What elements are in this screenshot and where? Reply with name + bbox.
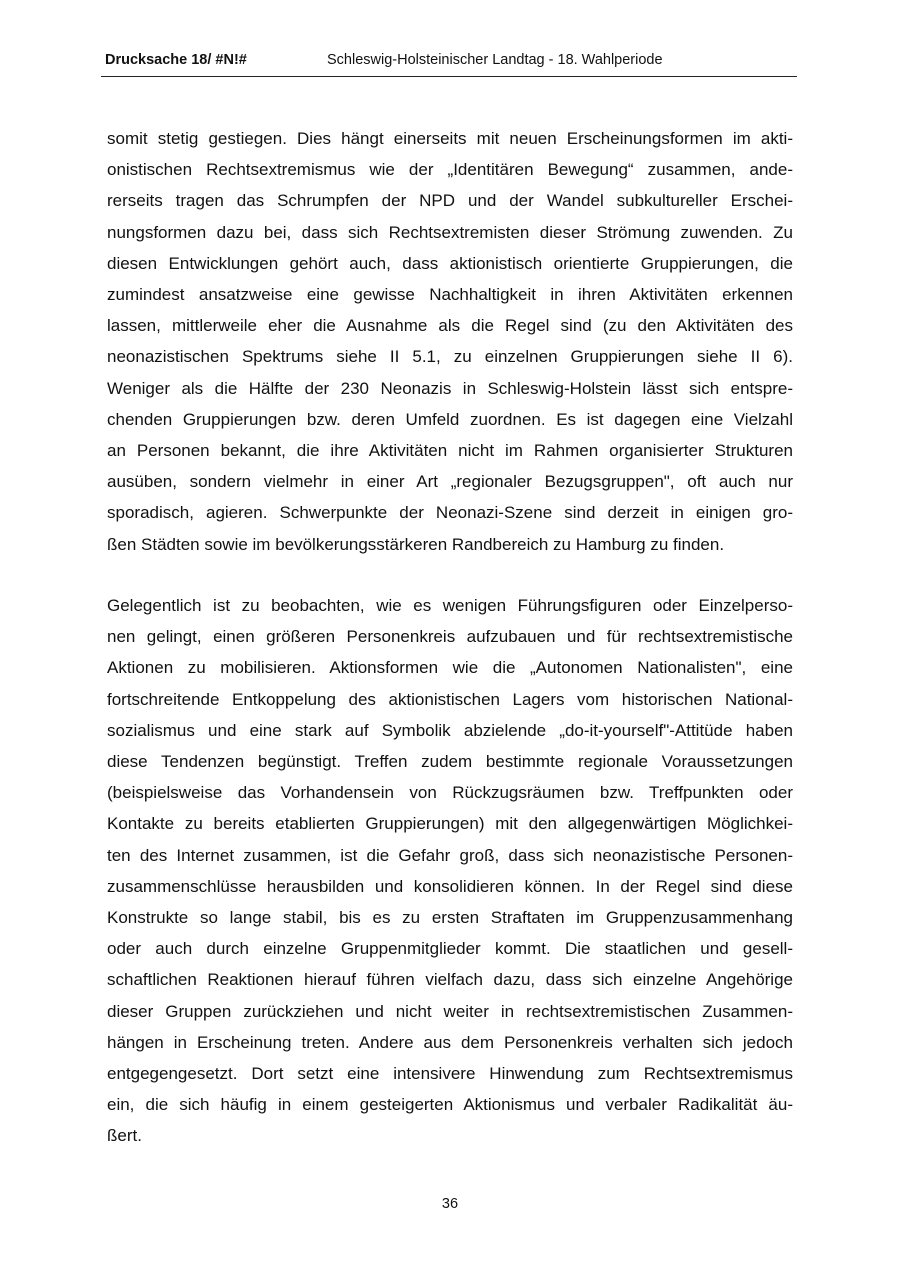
text-line: ßen Städten sowie im bevölkerungsstärkeren Randbereich zu Hamburg zu finden. bbox=[107, 534, 725, 554]
paragraph-1 bbox=[107, 123, 793, 560]
text-line: Konstrukte so lange stabil, bis es zu ersten Straftaten im Gruppenzusammenhang bbox=[107, 908, 793, 928]
text-line: oder auch durch einzelne Gruppenmitglieder kommt. Die staatlichen und gesell- bbox=[107, 939, 793, 959]
text-line: hängen in Erscheinung treten. Andere aus dem Personenkreis verhalten sich jedoch bbox=[107, 1032, 793, 1052]
document-number: Drucksache 18/ #N!# bbox=[105, 52, 247, 68]
text-line: entgegengesetzt. Dort setzt eine intensivere Hinwendung zum Rechtsextremismus bbox=[107, 1064, 793, 1084]
text-line: diese Tendenzen begünstigt. Treffen zudem bestimmte regionale Voraussetzungen bbox=[107, 752, 793, 772]
text-line: Weniger als die Hälfte der 230 Neonazis in Schleswig-Holstein lässt sich entspre- bbox=[107, 378, 793, 398]
text-line: Kontakte zu bereits etablierten Gruppierungen) mit den allgegenwärtigen Möglichkei- bbox=[107, 814, 793, 834]
paragraph-2 bbox=[107, 590, 793, 1152]
text-line: fortschreitende Entkoppelung des aktionistischen Lagers vom historischen National- bbox=[107, 689, 793, 709]
text-line: (beispielsweise das Vorhandensein von Rückzugsräumen bzw. Treffpunkten oder bbox=[107, 783, 793, 803]
text-line: chenden Gruppierungen bzw. deren Umfeld zuordnen. Es ist dagegen eine Vielzahl bbox=[107, 409, 793, 429]
page-number: 36 bbox=[441, 1196, 459, 1212]
text-line: an Personen bekannt, die ihre Aktivitäten nicht im Rahmen organisierter Strukturen bbox=[107, 441, 793, 461]
text-line: Aktionen zu mobilisieren. Aktionsformen wie die „Autonomen Nationalisten", eine bbox=[107, 658, 793, 678]
text-line: Gelegentlich ist zu beobachten, wie es wenigen Führungsfiguren oder Einzelperso- bbox=[107, 596, 793, 615]
text-line: ausüben, sondern vielmehr in einer Art „regionaler Bezugsgruppen", oft auch nur bbox=[107, 472, 793, 492]
text-line: onistischen Rechtsextremismus wie der „Identitären Bewegung“ zusammen, ande- bbox=[107, 160, 793, 180]
text-line: sporadisch, agieren. Schwerpunkte der Neonazi-Szene sind derzeit in einigen gro- bbox=[107, 503, 793, 523]
text-line: zusammenschlüsse herausbilden und konsolidieren können. In der Regel sind diese bbox=[107, 876, 793, 896]
text-line: dieser Gruppen zurückziehen und nicht weiter in rechtsextremistischen Zusammen- bbox=[107, 1001, 793, 1021]
text-line: nen gelingt, einen größeren Personenkreis aufzubauen und für rechtsextremistische bbox=[107, 627, 793, 647]
text-line: ten des Internet zusammen, ist die Gefahr groß, dass sich neonazistische Personen- bbox=[107, 845, 793, 865]
text-line: schaftlichen Reaktionen hierauf führen vielfach dazu, dass sich einzelne Angehörige bbox=[107, 970, 793, 990]
text-line: neonazistischen Spektrums siehe II 5.1, zu einzelnen Gruppierungen siehe II 6). bbox=[107, 347, 793, 367]
text-line: somit stetig gestiegen. Dies hängt einerseits mit neuen Erscheinungsformen im akti- bbox=[107, 129, 793, 148]
text-line: sozialismus und eine stark auf Symbolik abzielende „do-it-yourself"-Attitüde haben bbox=[107, 720, 793, 740]
text-line: ein, die sich häufig in einem gesteigerten Aktionismus und verbaler Radikalität äu- bbox=[107, 1095, 793, 1115]
parliament-title: Schleswig-Holsteinischer Landtag - 18. Wahlperiode bbox=[327, 52, 663, 68]
text-line: rerseits tragen das Schrumpfen der NPD und der Wandel subkultureller Erschei- bbox=[107, 191, 793, 211]
text-line: zumindest ansatzweise eine gewisse Nachhaltigkeit in ihren Aktivitäten erkennen bbox=[107, 285, 793, 305]
header-divider bbox=[101, 76, 797, 77]
text-line: diesen Entwicklungen gehört auch, dass aktionistisch orientierte Gruppierungen, die bbox=[107, 253, 793, 273]
text-line: lassen, mittlerweile eher die Ausnahme als die Regel sind (zu den Aktivitäten des bbox=[107, 316, 793, 336]
text-line: ßert. bbox=[107, 1126, 142, 1146]
text-line: nungsformen dazu bei, dass sich Rechtsextremisten dieser Strömung zuwenden. Zu bbox=[107, 222, 793, 242]
page-header bbox=[104, 50, 798, 74]
